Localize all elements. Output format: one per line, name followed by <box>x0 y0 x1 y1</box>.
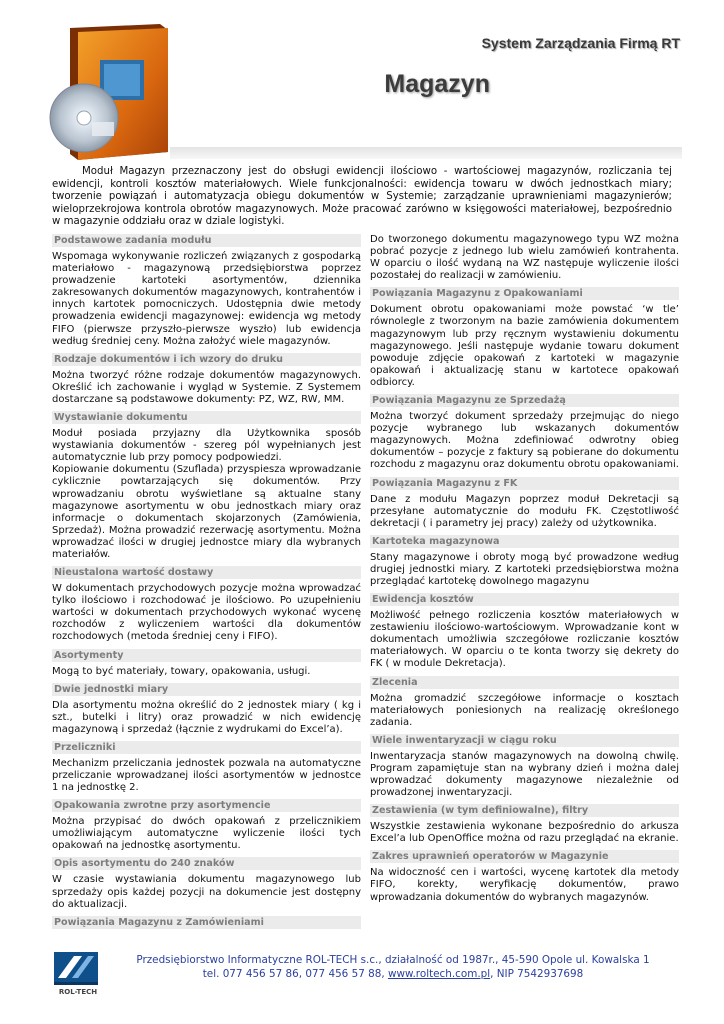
section-heading: Powiązania Magazynu z Zamówieniami <box>52 916 361 929</box>
page-title: Magazyn <box>384 70 490 98</box>
company-footer <box>118 953 668 981</box>
section-heading: Nieustalona wartość dostawy <box>52 566 361 579</box>
section-text: Wspomaga wykonywanie rozliczeń związanych z gospodarką materiałowo - magazynową przedsiębiorstwa poprzez prowadzenie kartoteki asortymentów, dziennika zakresowanych dokumentów magazynowych, kontrahentów i innych kartotek pomocniczych. Udostępnia dwie metody prowadzenia ewidencji magazynowej: ewidencja wg metody FIFO (pierwsze przyszło-pierwsze wyszło) lub ewidencja według średniej ceny. Można założyć wiele magazynów. <box>52 251 361 347</box>
section-heading: Przeliczniki <box>52 741 361 754</box>
section-text: Można gromadzić szczegółowe informacje o kosztach materiałowych poniesionych na realizację określonego zadania. <box>370 692 679 728</box>
section-text: Dokument obrotu opakowaniami może powstać ‘w tle’ równolegle z tworzonym na bazie zamówienia dokumentem magazynowym lub przy ręcznym wystawieniu dokumentu magazynowego. Jeśli następuje wydanie towaru dokument powoduje zdjęcie opakowań z kartoteki w magazynie opakowań i aktualizację stanu w kartotece opakowań odbiorcy. <box>370 304 679 388</box>
section-text: Inwentaryzacja stanów magazynowych na dowolną chwilę. Program zapamiętuje stan na wybrany dzień i można dalej wprowadzać dokumenty magazynowe niezależnie od prowadzonej inwentaryzacji. <box>370 750 679 799</box>
section-heading: Zakres uprawnień operatorów w Magazynie <box>370 850 679 863</box>
section-text: Na widoczność cen i wartości, wycenę kartotek dla metody FIFO, korekty, weryfikację dokumentów, prawo wprowadzania dokumentów do wybranych magazynów. <box>370 867 679 903</box>
section-heading: Powiązania Magazynu ze Sprzedażą <box>370 394 679 407</box>
section-heading: Wiele inwentaryzacji w ciągu roku <box>370 734 679 747</box>
logo-label: ROL-TECH <box>58 988 98 996</box>
section-heading: Dwie jednostki miary <box>52 683 361 696</box>
section-heading: Zestawienia (w tym definiowalne), filtry <box>370 804 679 817</box>
section-heading: Powiązania Magazynu z FK <box>370 477 679 490</box>
left-column <box>52 234 361 933</box>
page-header <box>0 0 724 160</box>
section-text: W dokumentach przychodowych pozycje można wprowadzać tylko ilościowo i rozchodować je ilościowo. Po uzupełnieniu wartości w dokumentach przychodowych wykonać wycenę rozchodów z wyliczeniem wartości dla dokumentów rozchodowych (metoda średniej ceny i FIFO). <box>52 583 361 643</box>
brand-name: System Zarządzania Firmą RT <box>481 35 680 51</box>
section-heading: Asortymenty <box>52 649 361 662</box>
section-heading: Zlecenia <box>370 676 679 689</box>
section-text: Wszystkie zestawienia wykonane bezpośrednio do arkusza Excel’a lub OpenOffice można od razu przeglądać na ekranie. <box>370 821 679 845</box>
product-box-image <box>48 24 174 160</box>
section-text: Mechanizm przeliczania jednostek pozwala na automatyczne przeliczanie wprowadzanej ilości asortymentów w jednostce 1 na jednostkę 2. <box>52 757 361 794</box>
section-heading: Ewidencja kosztów <box>370 593 679 606</box>
section-text: Stany magazynowe i obroty mogą być prowadzone według drugiej jednostki miary. Z kartoteki przedsiębiorstwa można przeglądać kartotekę dowolnego magazynu <box>370 551 679 587</box>
header-divider <box>170 147 682 159</box>
footer-nip: , NIP 7542937698 <box>490 968 584 980</box>
section-text: Można przypisać do dwóch opakowań z przelicznikiem umożliwiającym automatyczne wyliczenie ilości tych opakowań na jednostkę asortymentu. <box>52 816 361 852</box>
section-heading: Opis asortymentu do 240 znaków <box>52 857 361 870</box>
section-text: Możliwość pełnego rozliczenia kosztów materiałowych w zestawieniu ilościowo-wartościowym. Wprowadzanie kont w dokumentach umożliwia szczegółowe rozliczanie kosztów materiałowych. W oparciu o te konta tworzy się dekrety do FK ( w module Dekretacja). <box>370 610 679 670</box>
section-text: W czasie wystawiania dokumentu magazynowego lub sprzedaży opis każdej pozycji na dokumencie jest dostępny do aktualizacji. <box>52 874 361 910</box>
section-text: Można tworzyć dokument sprzedaży przejmując do niego pozycje wybranego lub wskazanych dokumentów magazynowych. Można zdefiniować odwrotny obieg dokumentów – pozycje z faktury są pobierane do dokumentu rozchodu z magazynu oraz dokumentu obrotu opakowaniami. <box>370 411 679 471</box>
footer-line-contact <box>118 967 668 981</box>
section-heading: Opakowania zwrotne przy asortymencie <box>52 799 361 812</box>
website-link[interactable]: www.roltech.com.pl <box>387 968 491 980</box>
section-heading: Podstawowe zadania modułu <box>52 234 361 247</box>
footer-line-address: Przedsiębiorstwo Informatyczne ROL-TECH s.c., działalność od 1987r., 45-590 Opole ul. Kowalska 1 <box>136 954 650 966</box>
footer-phone: tel. 077 456 57 86, 077 456 57 88, <box>202 968 388 980</box>
section-text: Moduł posiada przyjazny dla Użytkownika sposób wystawiania dokumentów - szereg pól wypełnianych jest automatycznie lub przy pomocy podpowiedzi. Kopiowanie dokumentu (Szuflada) przyspiesza wprowadzanie cyklicznie powtarzających się dokumentów. Przy wprowadzaniu obrotu wyświetlane są aktualne stany magazynowe asortymentu w obu jednostkach miary oraz informacje o dokumentach skojarzonych (Zamówienia, Sprzedaż). Można prowadzić rezerwację asortymentu. Można wprowadzać ilości w drugiej jednostce miary dla wybranych materiałów. <box>52 428 361 560</box>
section-heading: Wystawianie dokumentu <box>52 411 361 424</box>
section-heading: Kartoteka magazynowa <box>370 535 679 548</box>
section-text: Można tworzyć różne rodzaje dokumentów magazynowych. Określić ich zachowanie i wygląd w Systemie. Z Systemem dostarczane są podstawowe dokumenty: PZ, WZ, RW, MM. <box>52 369 361 405</box>
roltech-logo-icon <box>52 948 100 988</box>
section-heading: Rodzaje dokumentów i ich wzory do druku <box>52 353 361 366</box>
section-heading: Powiązania Magazynu z Opakowaniami <box>370 287 679 300</box>
intro-paragraph: Moduł Magazyn przeznaczony jest do obsługi ewidencji ilościowo - wartościowej magazynów, rozliczania tej ewidencji, kontroli kosztów materiałowych. Wiele funkcjonalności: ewidencja towaru w dwóch jednostkach miary; tworzenie powiązań i automatyzacja obiegu dokumentów w Systemie; zarządzanie uprawnieniami magazynierów; wieloprzekrojowa kontrola obrotów magazynowych. Może pracować zarówno w księgowości materiałowej, bezpośrednio w magazynie oddziału oraz w dziale logistyki. <box>52 166 672 228</box>
section-text: Dane z modułu Magazyn poprzez moduł Dekretacji są przesyłane automatycznie do modułu FK. Częstotliwość dekretacji ( i parametry jej pracy) zależy od użytkownika. <box>370 493 679 529</box>
right-column <box>370 234 679 909</box>
section-text: Do tworzonego dokumentu magazynowego typu WZ można pobrać pozycje z jednego lub wielu zamówień kontrahenta. W oparciu o ilość wydaną na WZ następuje wyliczenie ilości pozostałej do realizacji w zamówieniu. <box>370 234 679 282</box>
section-text: Dla asortymentu można określić do 2 jednostek miary ( kg i szt., butelki i litry) oraz prowadzić w nich ewidencję magazynową i sprzedaż (łącznie z wydrukami do Excel’a). <box>52 699 361 735</box>
section-text: Mogą to być materiały, towary, opakowania, usługi. <box>52 665 311 677</box>
